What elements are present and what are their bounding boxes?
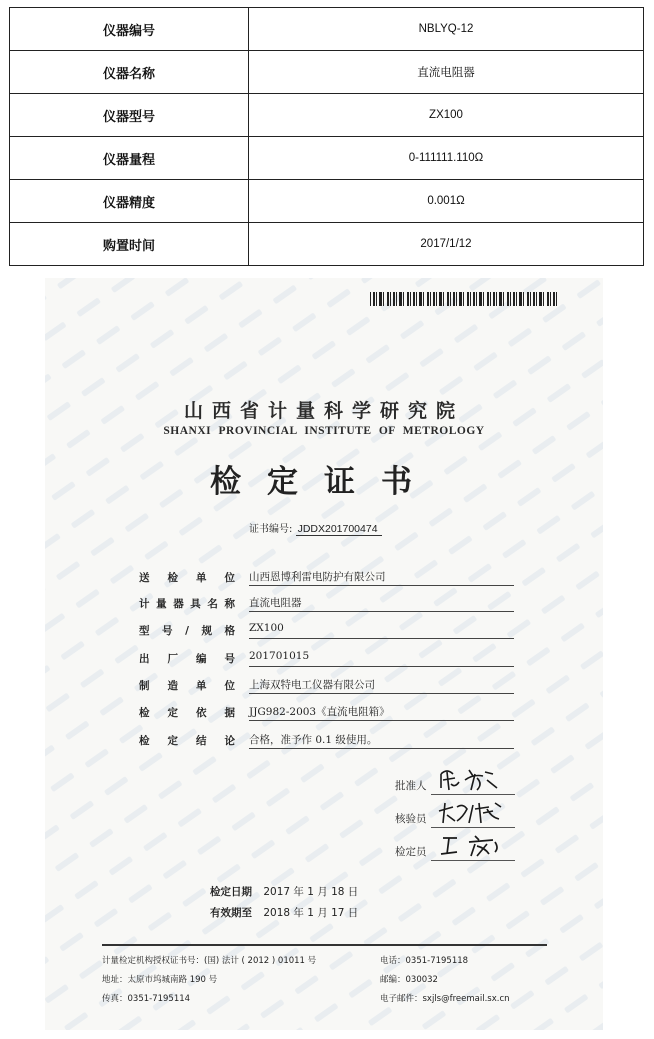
row-value: NBLYQ-12 — [249, 8, 644, 51]
table-row — [10, 180, 644, 223]
valid-until-label: 有效期至 — [210, 907, 252, 919]
row-value: ZX100 — [249, 94, 644, 137]
footer-fax: 传真：0351-7195114 — [102, 994, 191, 1004]
field-label: 检定依据 — [139, 707, 235, 719]
row-label: 仪器名称 — [10, 51, 249, 94]
row-label: 仪器编号 — [10, 8, 249, 51]
table-row — [10, 94, 644, 137]
approver-label: 批准人 — [395, 780, 427, 792]
verification-date — [210, 884, 358, 899]
instrument-info-table — [9, 7, 644, 266]
institute-name-en: SHANXI PROVINCIAL INSTITUTE OF METROLOGY — [163, 425, 485, 437]
certificate-number-label: 证书编号: — [249, 524, 293, 535]
row-value: 0.001Ω — [249, 180, 644, 223]
institute-name-cn: 山西省计量科学研究院 — [183, 400, 464, 422]
field-value: 山西恩博利雷电防护有限公司 — [249, 569, 514, 586]
field-value: 上海双特电工仪器有限公司 — [249, 677, 514, 694]
handwritten-signature — [435, 830, 515, 860]
table-row — [10, 8, 644, 51]
table-row — [10, 223, 644, 266]
field-label: 出厂编号 — [139, 653, 235, 665]
verification-date-label: 检定日期 — [210, 886, 252, 898]
handwritten-signature — [435, 797, 515, 827]
table-row — [10, 137, 644, 180]
row-value: 2017/1/12 — [249, 223, 644, 266]
signature-line — [431, 794, 515, 795]
footer-divider — [102, 944, 547, 946]
field-label: 型号/规格 — [139, 625, 235, 637]
signature-line — [431, 860, 515, 861]
field-label: 送检单位 — [139, 572, 235, 584]
footer-email: 电子邮件：sxjls@freemail.sx.cn — [380, 994, 510, 1004]
row-label: 仪器精度 — [10, 180, 249, 223]
row-value: 0-111111.110Ω — [249, 137, 644, 180]
certificate-number — [249, 520, 382, 536]
field-value: 直流电阻器 — [249, 595, 514, 612]
field-value: ZX100 — [249, 622, 514, 639]
verification-certificate — [45, 278, 603, 1030]
footer-address: 地址：太原市坞城南路 190 号 — [102, 975, 218, 985]
field-label: 检定结论 — [139, 735, 235, 747]
row-label: 仪器量程 — [10, 137, 249, 180]
field-label: 计量器具名称 — [139, 598, 235, 610]
valid-until-value: 2018 年 1 月 17 日 — [263, 907, 359, 919]
row-label: 购置时间 — [10, 223, 249, 266]
certificate-number-value: JDDX201700474 — [296, 523, 382, 536]
field-label: 制造单位 — [139, 680, 235, 692]
barcode — [370, 292, 560, 306]
handwritten-signature — [435, 764, 515, 794]
footer-postcode: 邮编：030032 — [380, 975, 438, 985]
signature-line — [431, 827, 515, 828]
certificate-title: 检定证书 — [210, 464, 438, 500]
field-value: 合格，准予作 0.1 级使用。 — [249, 732, 514, 749]
valid-until — [210, 905, 358, 920]
field-value: 201701015 — [249, 650, 514, 667]
verifier-label: 核验员 — [395, 813, 427, 825]
footer-phone: 电话：0351-7195118 — [380, 956, 469, 966]
verification-date-value: 2017 年 1 月 18 日 — [263, 886, 359, 898]
footer-license: 计量检定机构授权证书号：(国) 法计 ( 2012 ) 01011 号 — [102, 956, 317, 966]
row-label: 仪器型号 — [10, 94, 249, 137]
row-value: 直流电阻器 — [249, 51, 644, 94]
table-row — [10, 51, 644, 94]
field-value: JJG982-2003《直流电阻箱》 — [249, 704, 514, 721]
inspector-label: 检定员 — [395, 846, 427, 858]
